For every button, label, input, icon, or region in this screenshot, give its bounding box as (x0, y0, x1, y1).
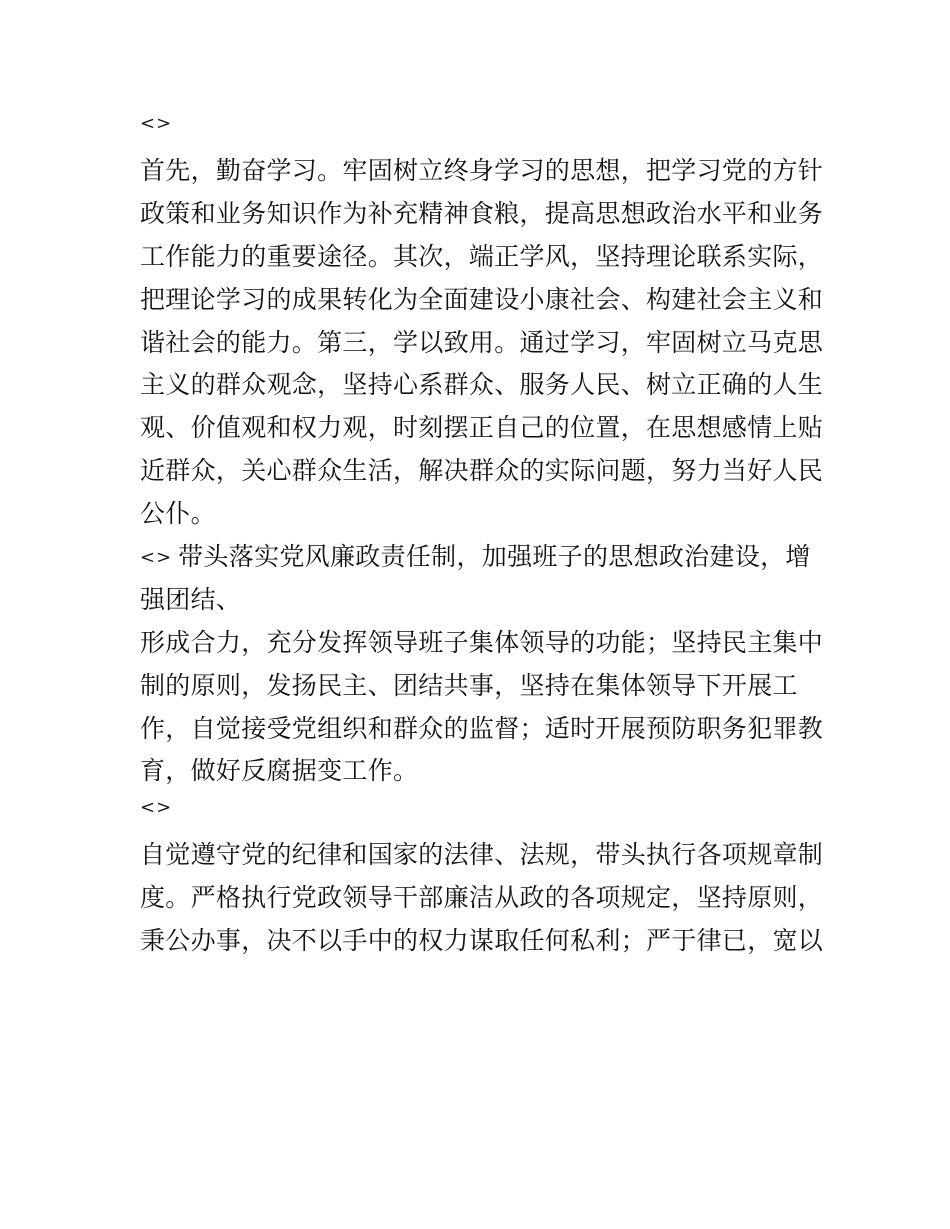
text-line: 主义的群众观念，坚持心系群众、服务人民、树立正确的人生 (140, 370, 824, 400)
text-line: 公仆。 (140, 499, 216, 529)
text-line: 谐社会的能力。第三，学以致用。通过学习，牢固树立马克思 (140, 327, 824, 357)
paragraph-discipline (140, 838, 824, 958)
text-line: 育，做好反腐据变工作。 (140, 756, 419, 786)
text-line: 强团结、 (140, 584, 242, 614)
text-line: 观、价值观和权力观，时刻摆正自己的位置，在思想感情上贴 (140, 413, 824, 443)
text-line: 作，自觉接受党组织和群众的监督；适时开展预防职务犯罪教 (140, 713, 824, 743)
paragraph-study (140, 154, 824, 531)
text-line: 把理论学习的成果转化为全面建设小康社会、构建社会主义和 (140, 284, 824, 314)
text-line-content: 带头落实党风廉政责任制，加强班子的思想政治建设，增 (178, 542, 811, 572)
text-line: 首先，勤奋学习。牢固树立终身学习的思想，把学习党的方针 (140, 156, 824, 185)
text-line: 自觉遵守党的纪律和国家的法律、法规，带头执行各项规章制 (140, 840, 824, 870)
section-marker: <> (140, 113, 173, 134)
text-line: 制的原则，发扬民主、团结共事，坚持在集体领导下开展工 (140, 670, 798, 700)
section-marker: <> (140, 547, 173, 569)
text-line: 政策和业务知识作为补充精神食粮，提高思想政治水平和业务 (140, 198, 824, 228)
text-line: 度。严格执行党政领导干部廉洁从政的各项规定，坚持原则， (140, 883, 824, 913)
text-line: 秉公办事，决不以手中的权力谋取任何私利；严于律已，宽以 (140, 926, 824, 956)
text-line: 近群众，关心群众生活，解决群众的实际问题，努力当好人民 (140, 456, 824, 486)
text-line: 形成合力，充分发挥领导班子集体领导的功能；坚持民主集中 (140, 627, 824, 657)
text-line: 工作能力的重要途径。其次，端正学风，坚持理论联系实际， (140, 241, 824, 271)
document-page (140, 113, 824, 967)
paragraph-responsibility (140, 540, 824, 788)
text-line (140, 540, 816, 574)
section-marker: <> (140, 797, 173, 819)
